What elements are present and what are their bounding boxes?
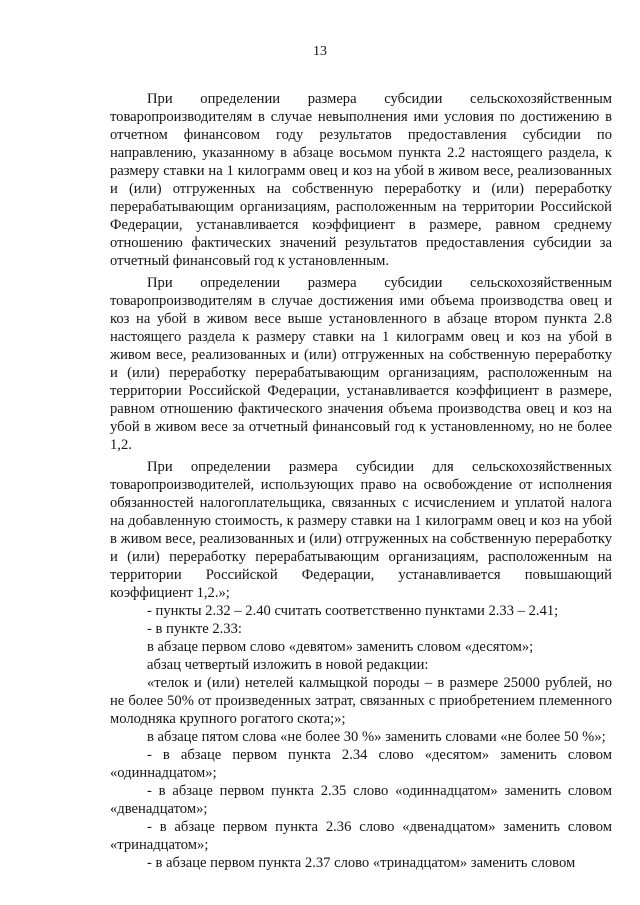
- paragraph-6: в абзаце первом слово «девятом» заменить словом «десятом»;: [147, 639, 534, 655]
- paragraph-12: - в абзаце первом пункта 2.36 слово «двенадцатом» заменить словом «тринадцатом»;: [110, 819, 612, 853]
- paragraph-2: При определении размера субсидии сельскохозяйственным товаропроизводителям в случае достижения ими объема производства овец и коз на убой в живом весе выше установленного в абзаце втором пункта 2.8 настоящего раздела к размеру ставки на 1 килограмм овец и коз на убой в живом весе, реализованных и (или) отгруженных на собственную переработку и (или) переработку перерабатывающим организациям, расположенным на территории Российской Федерации, устанавливается коэффициент в размере, равном отношению фактического значения объема производства овец и коз на убой в живом весе за отчетный финансовый год к установленному, но не более 1,2.: [110, 275, 612, 453]
- paragraph-7: абзац четвертый изложить в новой редакции:: [147, 657, 429, 673]
- paragraph-13: - в абзаце первом пункта 2.37 слово «тринадцатом» заменить словом: [147, 855, 576, 871]
- paragraph-11: - в абзаце первом пункта 2.35 слово «одиннадцатом» заменить словом «двенадцатом»;: [110, 783, 612, 817]
- paragraph-3: При определении размера субсидии для сельскохозяйственных товаропроизводителей, использующих право на освобождение от исполнения обязанностей налогоплательщика, связанных с исчислением и уплатой налога на добавленную стоимость, к размеру ставки на 1 килограмм овец и коз на убой в живом весе, реализованных и (или) отгруженных на собственную переработку и (или) переработку перерабатывающим организациям, расположенным на территории Российской Федерации, устанавливается повышающий коэффициент 1,2.»;: [110, 459, 612, 601]
- paragraph-9: в абзаце пятом слова «не более 30 %» заменить словами «не более 50 %»;: [147, 729, 606, 745]
- paragraph-10: - в абзаце первом пункта 2.34 слово «десятом» заменить словом «одиннадцатом»;: [110, 747, 612, 781]
- document-body: [110, 90, 612, 872]
- paragraph-1: При определении размера субсидии сельскохозяйственным товаропроизводителям в случае невыполнения ими условия по достижению в отчетном финансовом году результатов предоставления субсидии по направлению, указанному в абзаце восьмом пункта 2.2 настоящего раздела, к размеру ставки на 1 килограмм овец и коз на убой в живом весе, реализованных и (или) отгруженных на собственную переработку и (или) переработку перерабатывающим организациям, расположенным на территории Российской Федерации, устанавливается коэффициент в размере, равном среднему отношению фактических значений результатов предоставления субсидии за отчетный финансовый год к установленным.: [110, 91, 612, 269]
- page-number: 13: [313, 44, 327, 59]
- paragraph-8: «телок и (или) нетелей калмыцкой породы – в размере 25000 рублей, но не более 50% от произведенных затрат, связанных с приобретением племенного молодняка крупного рогатого скота;»;: [110, 675, 612, 727]
- paragraph-5: - в пункте 2.33:: [147, 621, 242, 637]
- paragraph-4: - пункты 2.32 – 2.40 считать соответственно пунктами 2.33 – 2.41;: [147, 603, 559, 619]
